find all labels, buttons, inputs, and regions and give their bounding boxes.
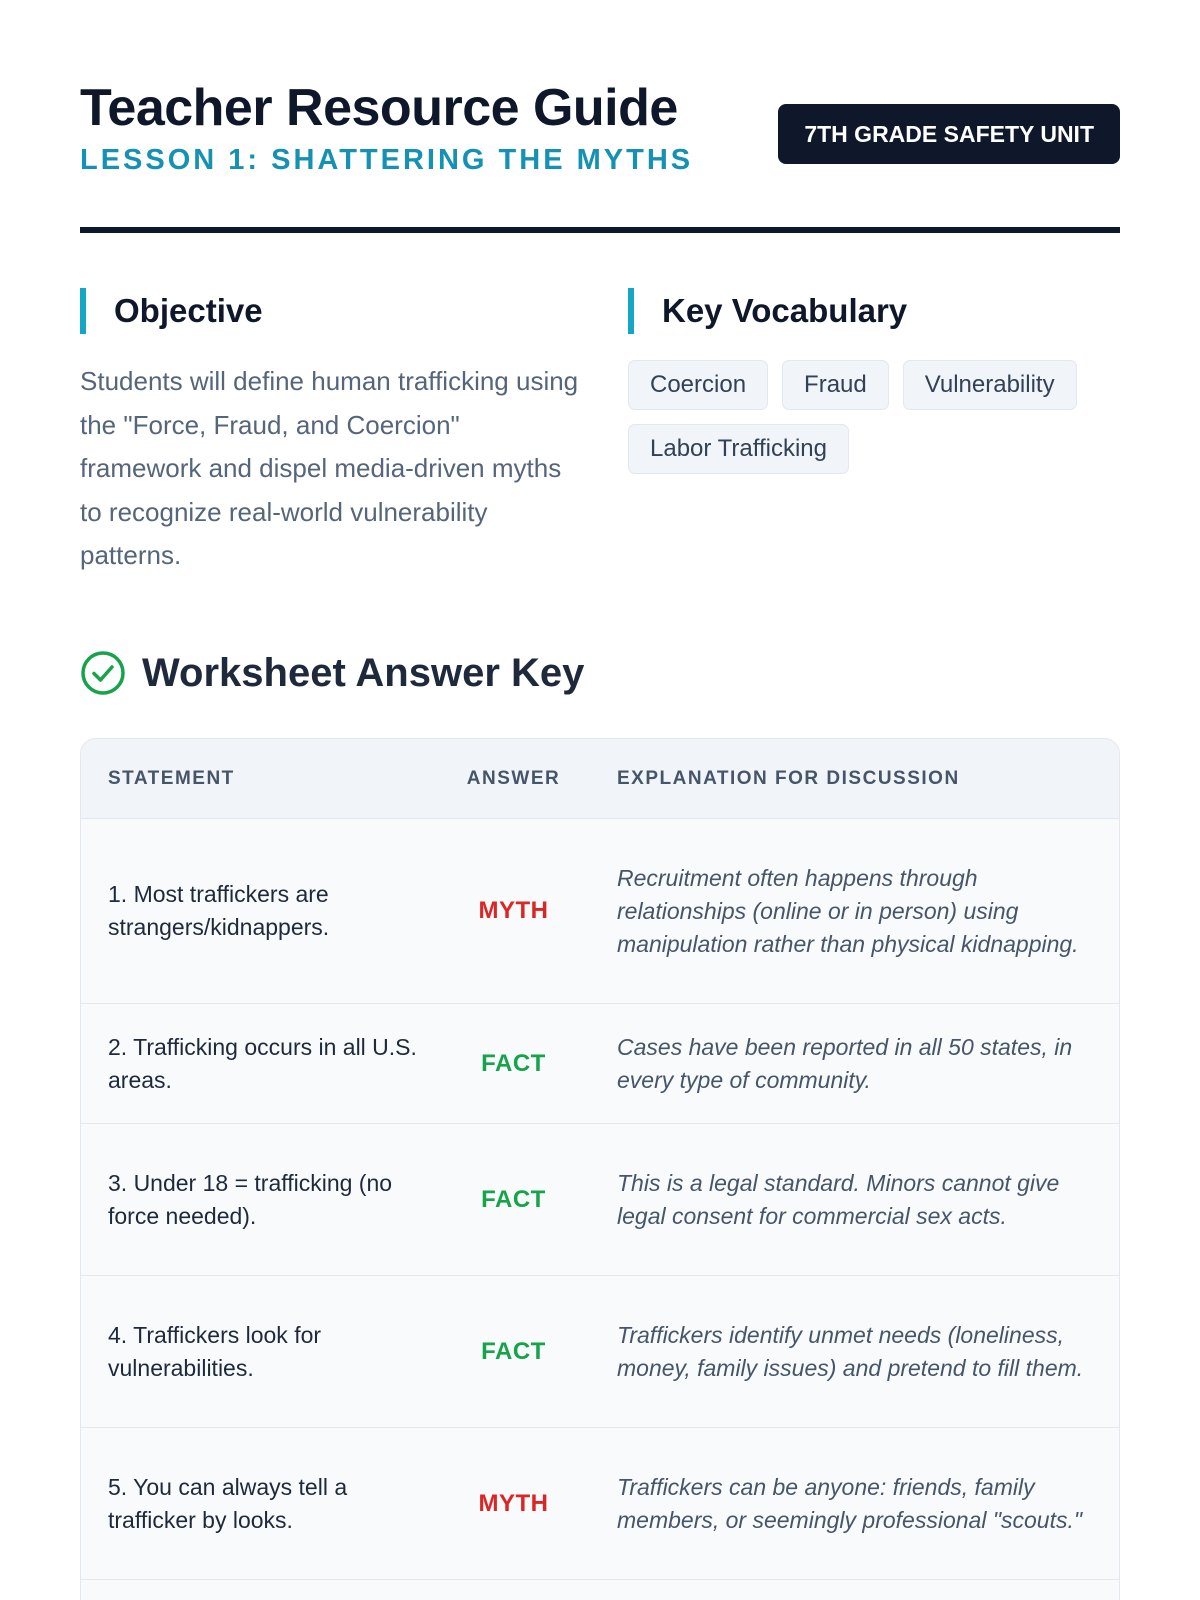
vocabulary-list — [628, 360, 1118, 474]
answer-key-heading-row — [80, 648, 584, 698]
page-header — [80, 78, 1120, 233]
statement-cell: 3. Under 18 = trafficking (no force needed). — [108, 1169, 393, 1229]
answer-cell: FACT — [481, 1185, 546, 1213]
table-row — [81, 1428, 1119, 1580]
explanation-cell: Traffickers can be anyone: friends, family members, or seemingly professional "scouts." — [617, 1473, 1083, 1533]
page-title: Teacher Resource Guide — [80, 79, 678, 137]
answer-key-heading: Worksheet Answer Key — [142, 650, 585, 695]
answer-key-table — [80, 738, 1120, 1600]
lesson-subtitle: LESSON 1: SHATTERING THE MYTHS — [80, 144, 694, 176]
vocab-chip-fraud: Fraud — [782, 360, 889, 410]
objective-heading: Objective — [80, 288, 263, 334]
column-header-statement: STATEMENT — [108, 768, 235, 789]
table-header — [81, 739, 1119, 819]
vocab-chip-vulnerability: Vulnerability — [903, 360, 1077, 410]
answer-cell: FACT — [481, 1337, 546, 1365]
vocabulary-heading: Key Vocabulary — [628, 288, 907, 334]
table-row — [81, 1276, 1119, 1428]
explanation-cell: Cases have been reported in all 50 states, in every type of community. — [617, 1033, 1073, 1093]
vocab-chip-labor-trafficking: Labor Trafficking — [628, 424, 849, 474]
table-row — [81, 1004, 1119, 1124]
statement-cell: 4. Traffickers look for vulnerabilities. — [108, 1321, 322, 1381]
column-header-answer: ANSWER — [466, 768, 561, 789]
vocab-chip-coercion: Coercion — [628, 360, 768, 410]
column-header-explanation: EXPLANATION FOR DISCUSSION — [617, 768, 960, 789]
explanation-cell: Traffickers identify unmet needs (loneliness, money, family issues) and pretend to fill them. — [617, 1321, 1084, 1381]
answer-cell: MYTH — [478, 897, 549, 924]
statement-cell: 2. Trafficking occurs in all U.S. areas. — [108, 1033, 417, 1093]
table-row — [81, 819, 1119, 1004]
grade-badge: 7TH GRADE SAFETY UNIT — [778, 104, 1120, 164]
statement-cell: 1. Most traffickers are strangers/kidnappers. — [108, 881, 330, 940]
explanation-cell: Recruitment often happens through relationships (online or in person) using manipulation rather than physical kidnapping. — [617, 864, 1079, 957]
statement-cell: 5. You can always tell a trafficker by looks. — [108, 1473, 348, 1533]
check-circle-icon — [80, 650, 126, 696]
objective-text: Students will define human trafficking using the "Force, Fraud, and Coercion" framework and dispel media-driven myths to recognize real-world vulnerability patterns. — [80, 366, 579, 570]
explanation-cell: This is a legal standard. Minors cannot give legal consent for commercial sex acts. — [617, 1169, 1060, 1229]
answer-cell: MYTH — [478, 1489, 549, 1517]
table-row — [81, 1124, 1119, 1276]
answer-cell: FACT — [481, 1049, 546, 1077]
resource-guide-page — [80, 0, 1120, 1600]
